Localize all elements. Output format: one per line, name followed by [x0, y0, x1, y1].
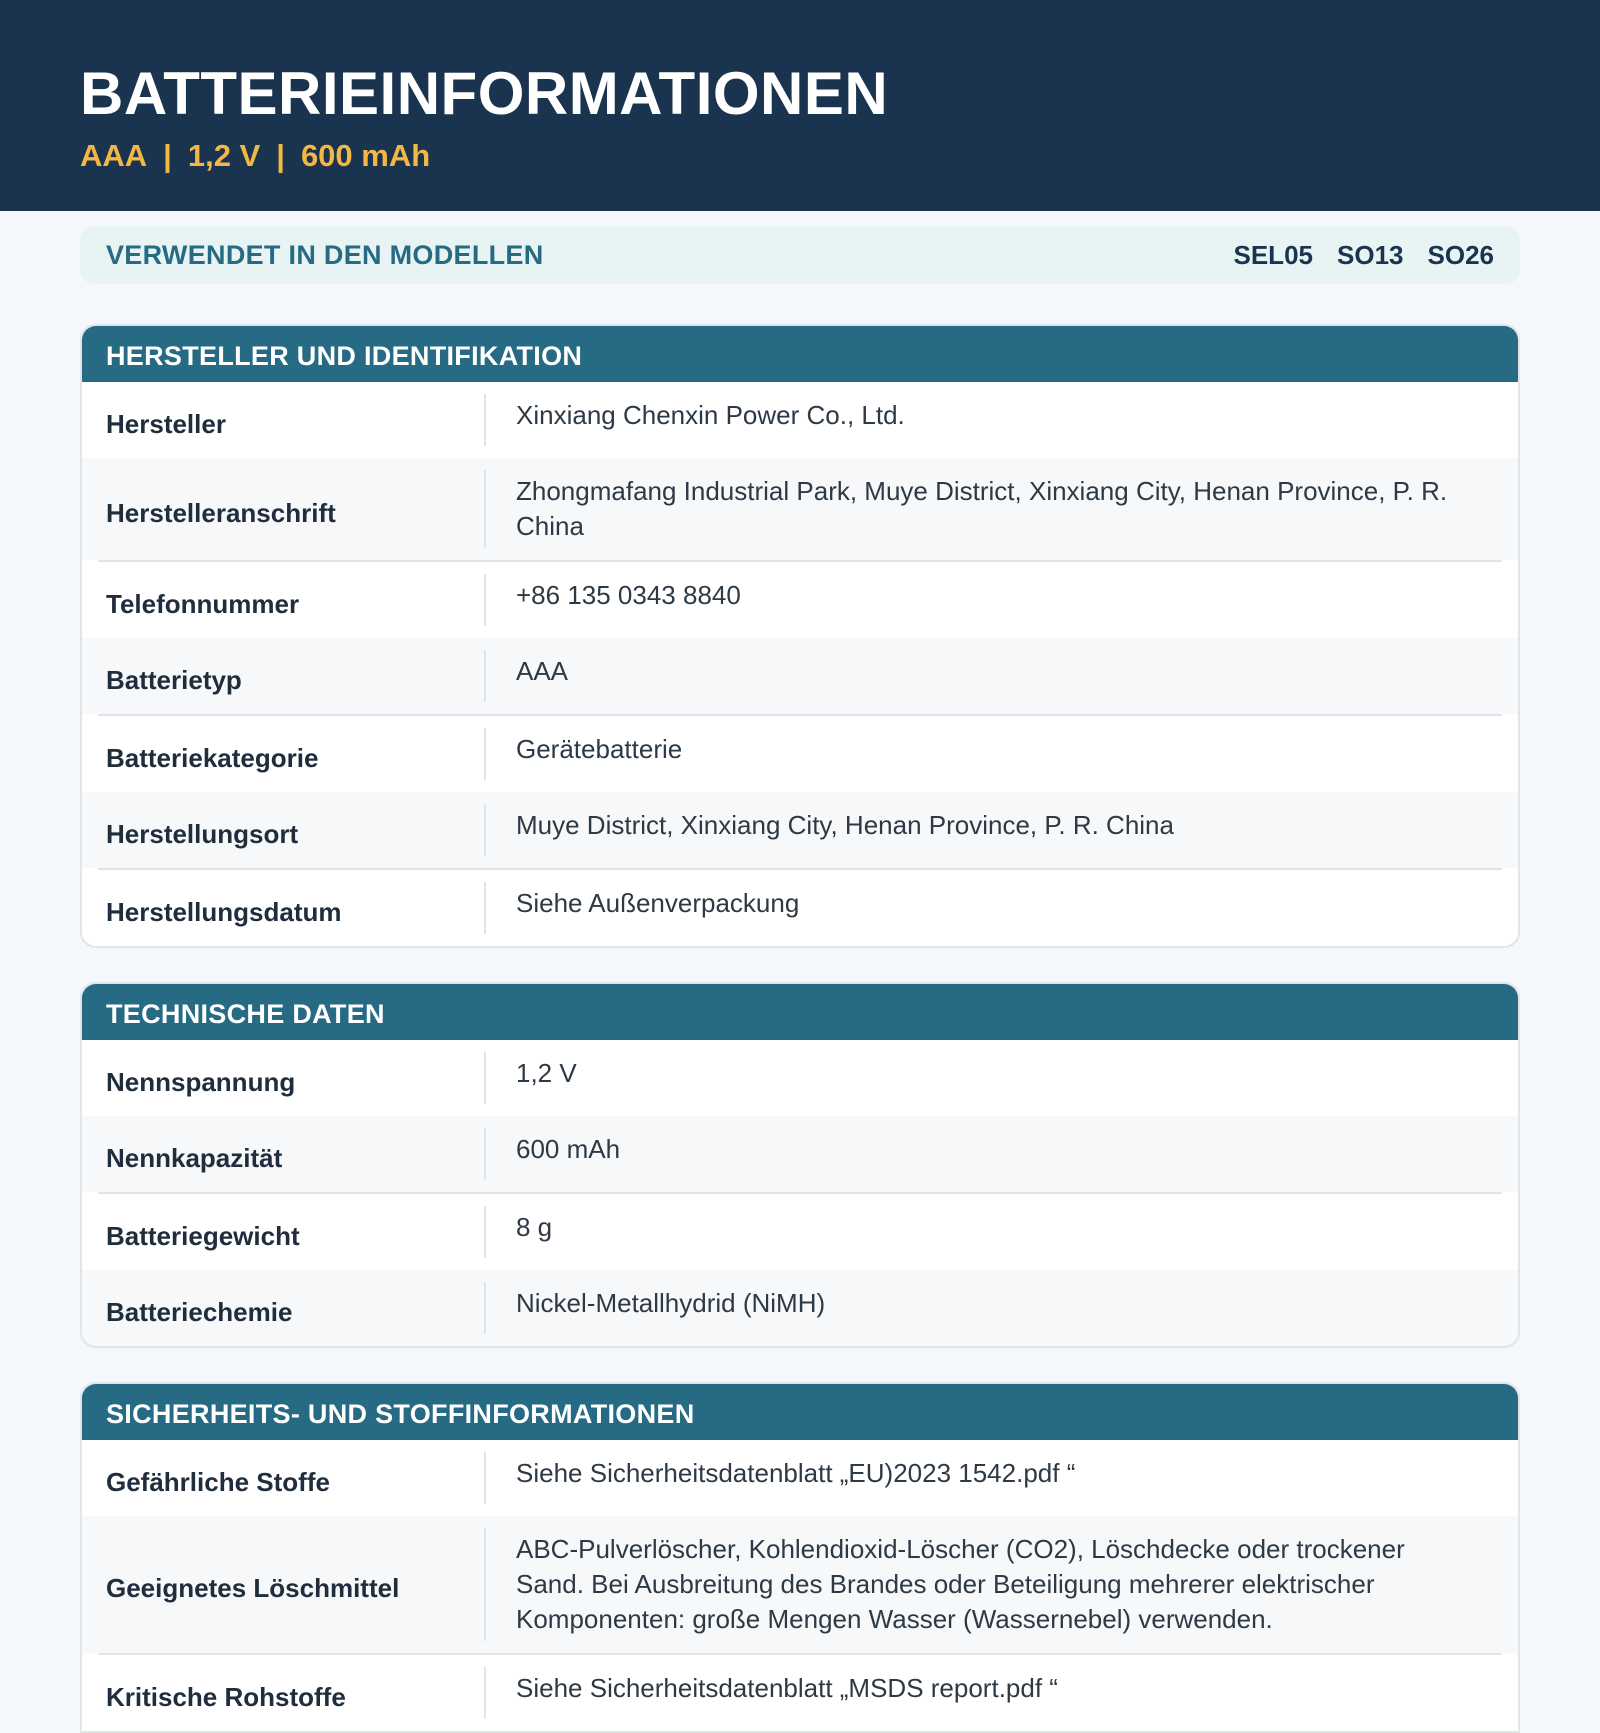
table-row [82, 870, 1518, 946]
row-value: Zhongmafang Industrial Park, Muye District, Xinxiang City, Henan Province, P. R. China [484, 470, 1518, 548]
row-value: ABC-Pulverlöscher, Kohlendioxid-Löscher (CO2), Löschdecke oder trockener Sand. Bei Ausbreitung des Brandes oder Beteiligung mehrerer elektrischer Komponenten: große Mengen Wasser (Wassernebel) verwenden. [484, 1528, 1518, 1641]
row-value: Siehe Sicherheitsdatenblatt „EU)2023 1542.pdf “ [484, 1452, 1518, 1504]
row-label: Herstellungsort [106, 818, 299, 849]
row-label: Hersteller [106, 408, 226, 439]
row-label: Nennspannung [106, 1066, 296, 1097]
row-value: 1,2 V [484, 1052, 1518, 1104]
row-value: Muye District, Xinxiang City, Henan Province, P. R. China [484, 804, 1518, 856]
row-label: Telefonnummer [106, 588, 300, 619]
model-item: SEL05 [1233, 239, 1313, 270]
table-row [82, 1440, 1518, 1516]
section-technical [80, 982, 1520, 1348]
row-label: Herstellungsdatum [106, 896, 342, 927]
spec-capacity: 600 mAh [300, 138, 431, 173]
model-list [1234, 240, 1495, 271]
model-item: SO26 [1427, 239, 1494, 270]
row-label: Kritische Rohstoffe [106, 1681, 346, 1712]
row-value: Nickel-Metallhydrid (NiMH) [484, 1282, 1518, 1334]
model-item: SO13 [1337, 239, 1404, 270]
table-row [82, 382, 1518, 458]
spec-type: AAA [80, 138, 148, 173]
row-label: Batteriechemie [106, 1296, 293, 1327]
row-label: Nennkapazität [106, 1142, 283, 1173]
table-row [82, 638, 1518, 714]
battery-specs [80, 136, 1520, 176]
table-row [82, 1516, 1518, 1653]
row-value: Xinxiang Chenxin Power Co., Ltd. [484, 394, 1518, 446]
table-row [82, 562, 1518, 638]
row-value: +86 135 0343 8840 [484, 574, 1518, 626]
row-value: Siehe Sicherheitsdatenblatt „MSDS report.pdf “ [484, 1667, 1518, 1719]
row-label: Batteriegewicht [106, 1220, 300, 1251]
row-value: Gerätebatterie [484, 728, 1518, 780]
section-title: HERSTELLER UND IDENTIFIKATION [82, 326, 1518, 382]
table-row [82, 1194, 1518, 1270]
page-title: BATTERIEINFORMATIONEN [80, 60, 889, 127]
models-bar [80, 226, 1520, 284]
row-value: 600 mAh [484, 1128, 1518, 1180]
section-title: SICHERHEITS- UND STOFFINFORMATIONEN [82, 1384, 1518, 1440]
table-row [82, 1116, 1518, 1192]
row-label: Batteriekategorie [106, 742, 319, 773]
row-label: Batterietyp [106, 664, 242, 695]
section-safety [80, 1382, 1520, 1733]
row-value: Siehe Außenverpackung [484, 882, 1518, 934]
row-value: AAA [484, 650, 1518, 702]
section-title: TECHNISCHE DATEN [82, 984, 1518, 1040]
row-label: Gefährliche Stoffe [106, 1466, 330, 1497]
table-row [82, 1655, 1518, 1731]
table-row [82, 1270, 1518, 1346]
table-row [82, 716, 1518, 792]
spec-voltage: 1,2 V [187, 138, 261, 173]
spec-separator: | [276, 138, 285, 173]
table-row [82, 1040, 1518, 1116]
row-value: 8 g [484, 1206, 1518, 1258]
page-header [0, 0, 1600, 211]
row-label: Geeignetes Löschmittel [106, 1573, 400, 1603]
table-row [82, 458, 1518, 560]
models-label: VERWENDET IN DEN MODELLEN [106, 239, 544, 270]
spec-separator: | [163, 138, 172, 173]
table-row [82, 792, 1518, 868]
row-label: Herstelleranschrift [106, 497, 336, 528]
section-manufacturer [80, 324, 1520, 948]
